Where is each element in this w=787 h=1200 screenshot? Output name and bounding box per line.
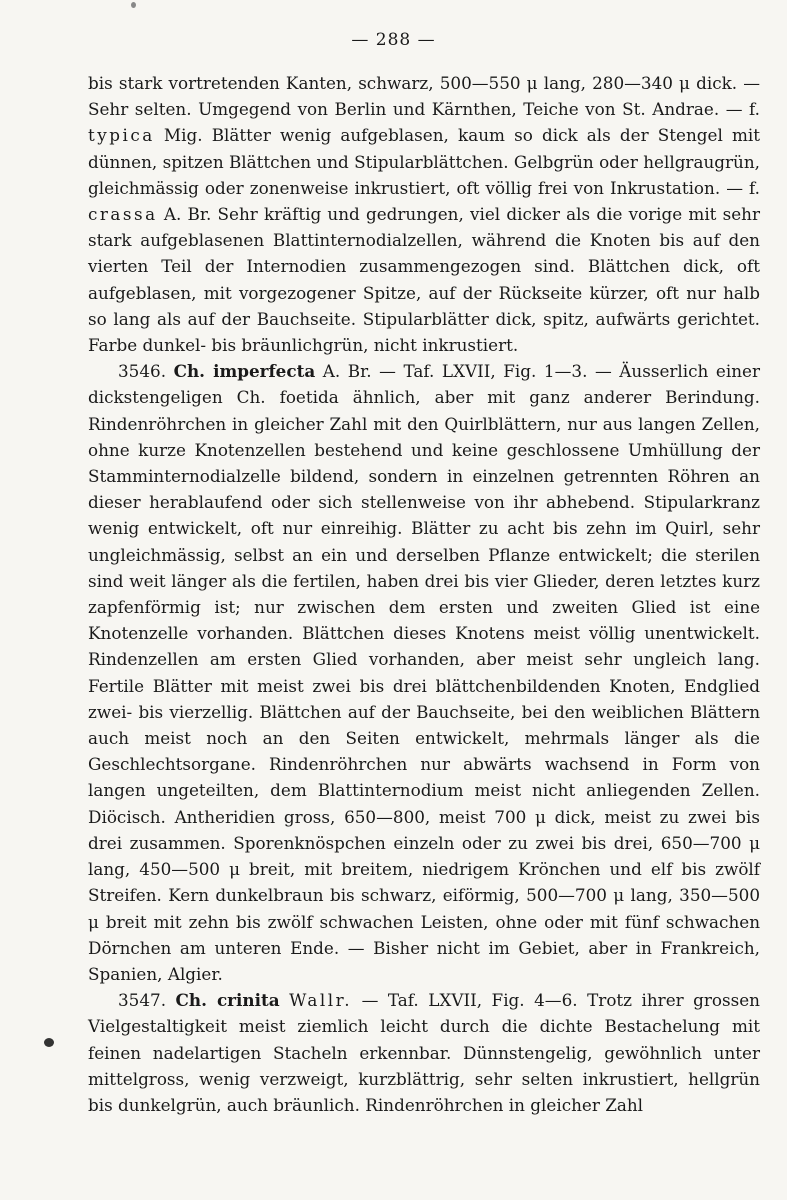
page-number: — 288 — (351, 30, 436, 50)
text-segment (280, 990, 290, 1010)
body-text (88, 70, 760, 1118)
form-name-crassa: crassa (88, 204, 158, 225)
ink-dot (44, 1038, 54, 1047)
species-name-imperfecta: Ch. imperfecta (173, 361, 316, 382)
text-segment: A. Br. Sehr kräftig und gedrungen, viel dicker als die vorige mit sehr stark aufgeblasenen Blattinternodialzellen, während die Knoten bis auf den vierten Teil der Internodien zusammengezogen sind. Blättchen dick, oft aufgeblasen, mit vorgezogener Spitze, auf der Rückseite kürzer, oft nur halb so lang als auf der Bauchseite. Stipularblätter dick, spitz, aufwärts gerichtet. Farbe dunkel- bis bräunlichgrün, nicht inkrustiert. (88, 204, 760, 356)
text-segment: bis stark vortretenden Kanten, schwarz, 500—550 μ lang, 280—340 μ dick. — Sehr selten. Umgegend von Berlin und Kärnthen, Teiche von St. Andrae. — f. (88, 73, 760, 120)
form-name-typica: typica (88, 125, 155, 146)
entry-number: 3547. (118, 990, 176, 1011)
text-segment: — Taf. LXVII, Fig. 4—6. Trotz ihrer grossen Vielgestaltigkeit meist ziemlich leicht durch die dichte Bestachelung mit feinen nadelartigen Stacheln erkennbar. Dünnstengelig, gewöhnlich unter mittelgross, wenig verzweigt, kurzblättrig, sehr selten inkrustiert, hellgrün bis dunkelgrün, auch bräunlich. Rindenröhrchen in gleicher Zahl (88, 990, 760, 1115)
text-segment: Mig. Blätter wenig aufgeblasen, kaum so dick als der Stengel mit dünnen, spitzen Blättchen und Stipularblättchen. Gelbgrün oder hellgraugrün, gleichmässig oder zonenweise inkrustiert, oft völlig frei von Inkrustation. — f. (88, 125, 760, 198)
paragraph-3546 (88, 358, 760, 987)
text-segment: A. Br. — Taf. LXVII, Fig. 1—3. — Äusserlich einer dickstengeligen Ch. foetida ähnlich, aber mit ganz anderer Berindung. Rindenröhrchen in gleicher Zahl mit den Quirlblättern, nur aus langen Zellen, ohne kurze Knotenzellen bestehend und keine geschlossene Umhüllung der Stamminternodialzelle bildend, sondern in einzelnen getrennten Röhren an dieser herablaufend oder sich stellenweise von ihr abhebend. Stipularkranz wenig entwickelt, oft nur einreihig. Blätter zu acht bis zehn im Quirl, sehr ungleichmässig, selbst an ein und derselben Pflanze entwickelt; die sterilen sind weit länger als die fertilen, haben drei bis vier Glieder, deren letztes kurz zapfenförmig ist; nur zwischen dem ersten und zweiten Glied ist eine Knotenzelle vorhanden. Blättchen dieses Knotens meist völlig unentwickelt. Rindenzellen am ersten Glied vorhanden, aber meist sehr ungleich lang. Fertile Blätter mit meist zwei bis drei blättchenbildenden Knoten, Endglied zwei- bis vierzellig. Blättchen auf der Bauchseite, bei den weiblichen Blättern auch meist noch an den Seiten entwickelt, mehrmals länger als die Geschlechtsorgane. Rindenröhrchen nur abwärts wachsend in Form von langen ungeteilten, dem Blattinternodium meist nicht anliegenden Zellen. Diöcisch. Antheridien gross, 650—800, meist 700 μ dick, meist zu zwei bis drei zusammen. Sporenknöspchen einzeln oder zu zwei bis drei, 650—700 μ lang, 450—500 μ breit, mit breitem, niedrigem Krönchen und elf bis zwölf Streifen. Kern dunkelbraun bis schwarz, eiförmig, 500—700 μ lang, 350—500 μ breit mit zehn bis zwölf schwachen Leisten, ohne oder mit fünf schwachen Dörnchen am unteren Ende. — Bisher nicht im Gebiet, aber in Frankreich, Spanien, Algier. (88, 361, 760, 984)
entry-number: 3546. (118, 361, 174, 382)
ink-mark (131, 2, 136, 8)
author-name-wallr: Wallr. (289, 990, 353, 1011)
species-name-crinita: Ch. crinita (175, 990, 280, 1011)
paragraph-3547 (88, 987, 760, 1118)
paragraph-continuation (88, 70, 760, 358)
